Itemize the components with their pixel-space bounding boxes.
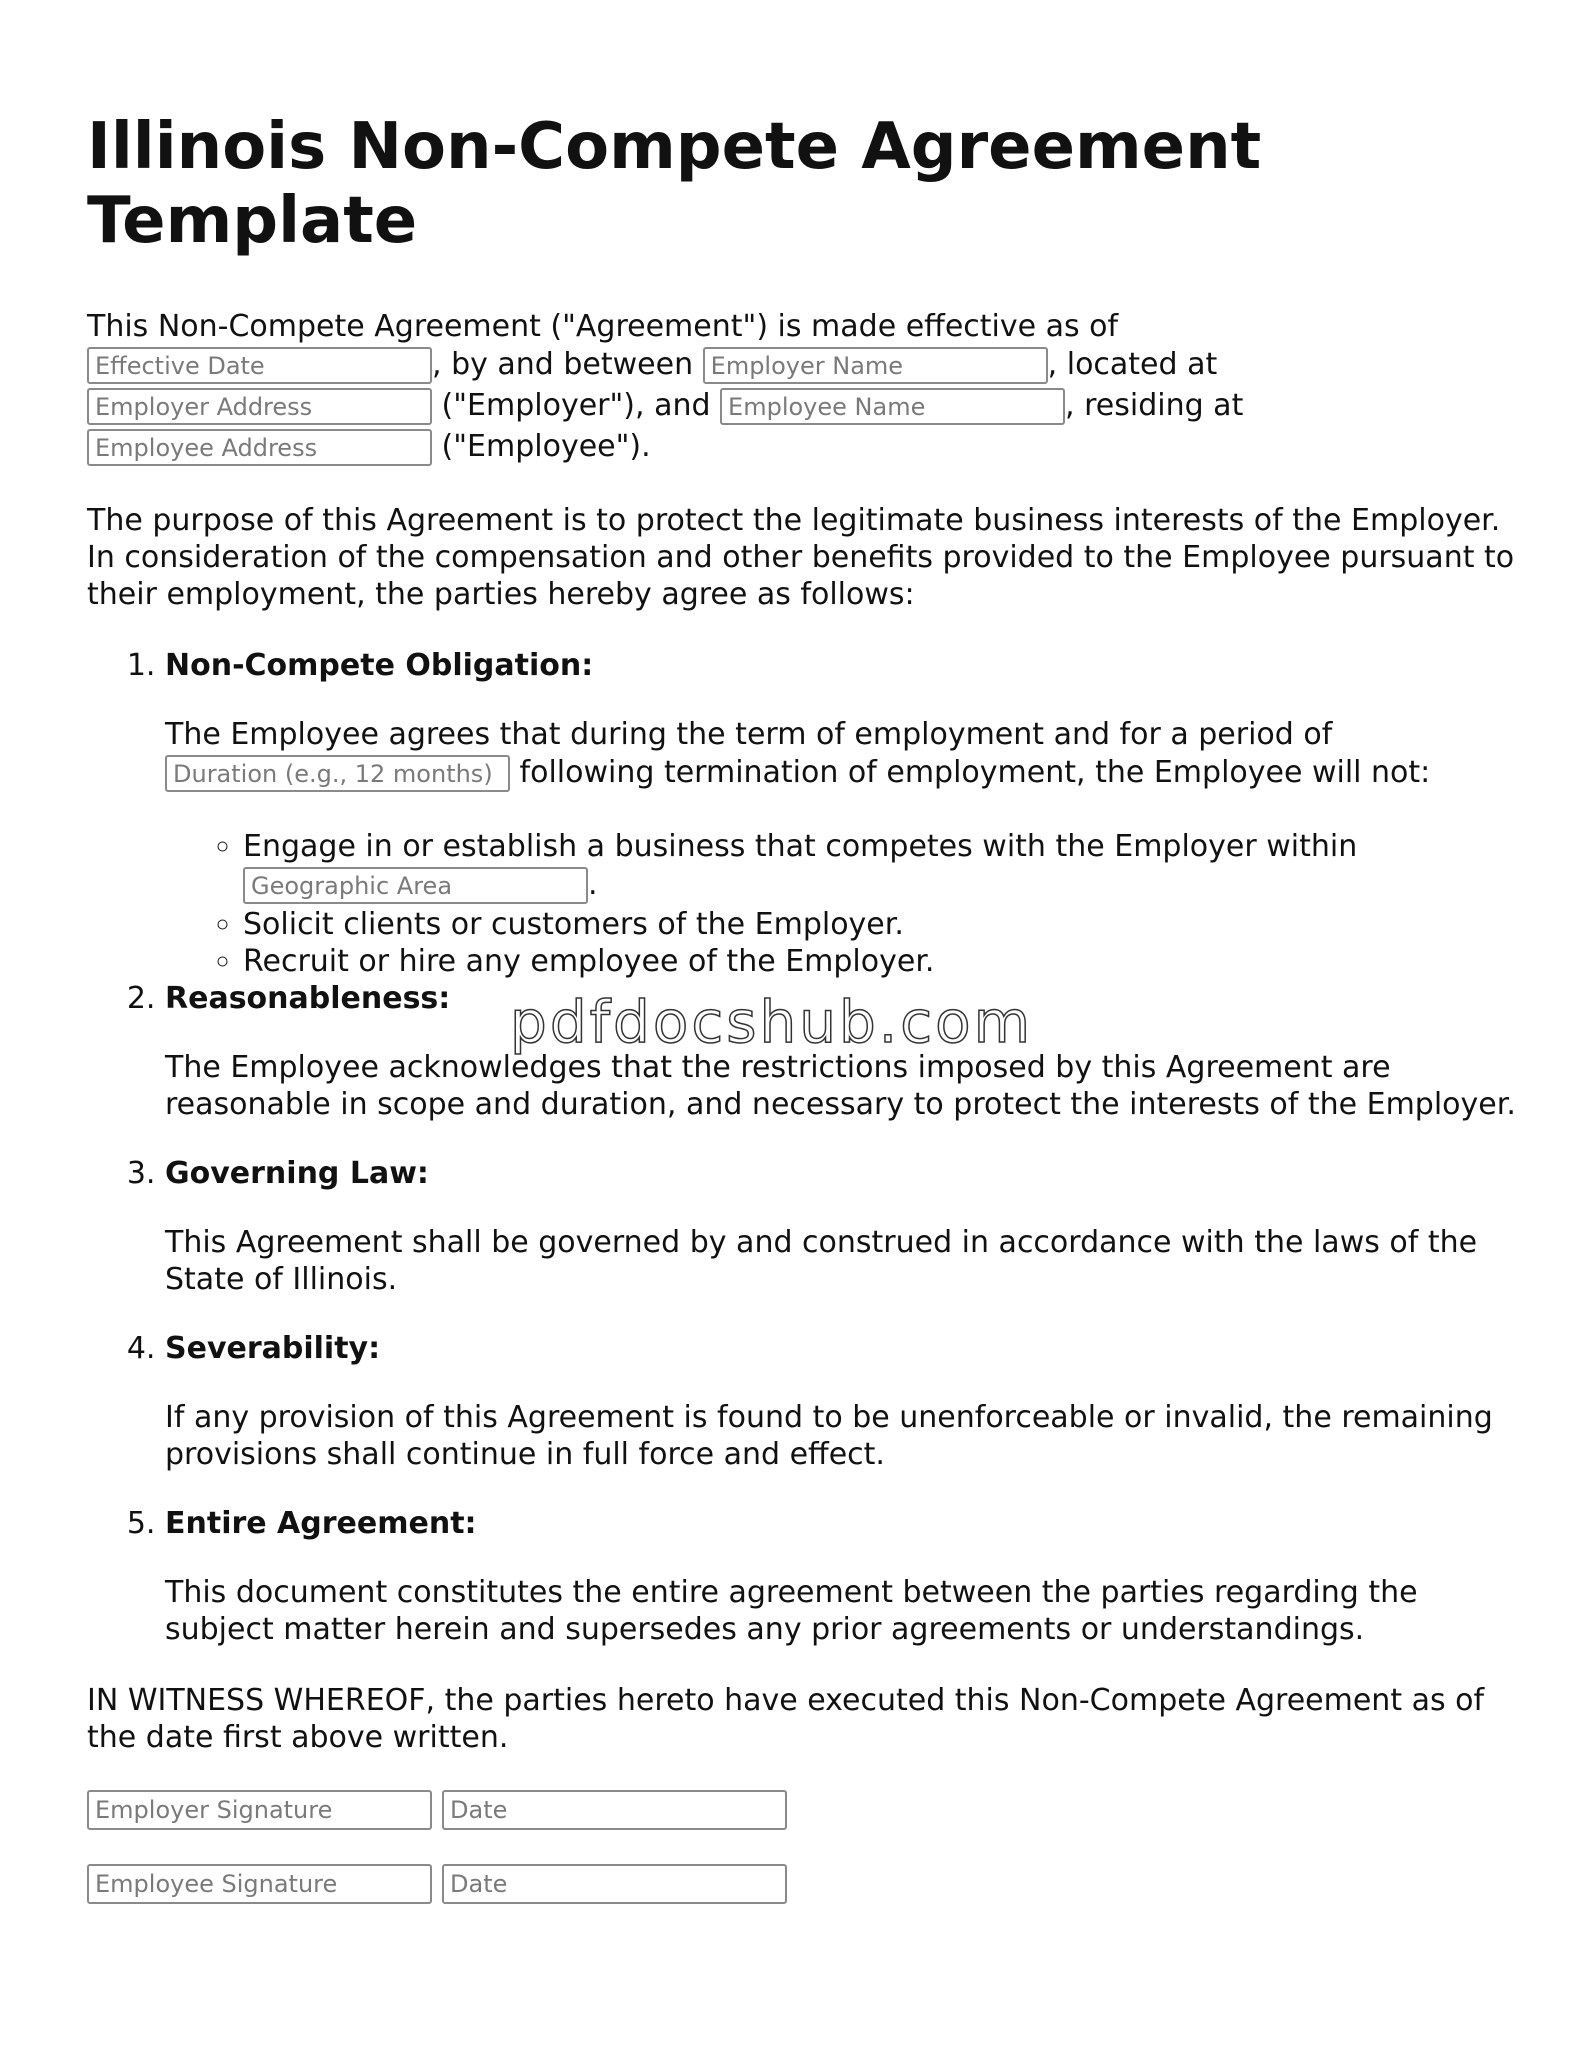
purpose-paragraph: The purpose of this Agreement is to protect the legitimate business interests of the Employer. In consideration of the compensation and other benefits provided to the Employee pursuant to their employment, the parties hereby agree as follows: [87, 503, 1515, 612]
employee-signature-row [87, 1864, 1517, 1904]
employee-signature-field[interactable] [87, 1864, 432, 1904]
section-severability [165, 1330, 1517, 1473]
geographic-area-field[interactable] [243, 867, 588, 904]
employee-address-field[interactable] [87, 429, 432, 466]
list-item [243, 828, 1517, 906]
intro-text-2: , by and between [432, 347, 703, 382]
employer-address-field[interactable] [87, 388, 432, 425]
employer-signature-field[interactable] [87, 1790, 432, 1830]
section-non-compete [165, 647, 1517, 980]
intro-text-4: ("Employer"), and [432, 388, 721, 423]
section-body: This Agreement shall be governed by and construed in accordance with the laws of the State of Illinois. [165, 1225, 1478, 1297]
section-entire-agreement [165, 1505, 1517, 1648]
document [87, 110, 1517, 1938]
employer-name-field[interactable] [703, 347, 1048, 384]
intro-text-1: This Non-Compete Agreement ("Agreement") is made effective as of [87, 309, 1119, 344]
intro-paragraph [87, 308, 1517, 468]
section-heading: 1. Non-Compete Obligation: [165, 648, 594, 683]
duration-field[interactable] [165, 755, 510, 792]
intro-text-3: , located at [1047, 347, 1218, 382]
agreement-sections [87, 647, 1517, 1648]
page-title: Illinois Non-Compete Agreement Template [87, 110, 1262, 258]
section-heading: 2. Reasonableness: [165, 981, 451, 1016]
section-heading: 3. Governing Law: [165, 1156, 429, 1191]
restriction-list [165, 828, 1517, 980]
restriction-1-end: . [588, 867, 598, 902]
witness-paragraph: IN WITNESS WHEREOF, the parties hereto have executed this Non-Compete Agreement as of the date first above written. [87, 1683, 1485, 1755]
effective-date-field[interactable] [87, 347, 432, 384]
intro-text-6: ("Employee"). [432, 429, 651, 464]
restriction-1-text: Engage in or establish a business that competes with the Employer within [243, 829, 1358, 864]
section-body: The Employee acknowledges that the restrictions imposed by this Agreement are reasonable in scope and duration, and necessary to protect the interests of the Employer. [165, 1050, 1516, 1122]
employee-name-field[interactable] [720, 388, 1065, 425]
non-compete-text-a: The Employee agrees that during the term of employment and for a period of [165, 717, 1333, 752]
watermark-text: pdfdocshub.com [510, 988, 1034, 1056]
section-body: If any provision of this Agreement is found to be unenforceable or invalid, the remaining provisions shall continue in full force and effect. [165, 1400, 1493, 1472]
section-heading: 5. Entire Agreement: [165, 1506, 477, 1541]
section-body [165, 716, 1517, 794]
section-governing-law [165, 1155, 1517, 1298]
employee-date-field[interactable] [442, 1864, 787, 1904]
intro-text-5: , residing at [1065, 388, 1244, 423]
section-reasonableness [165, 980, 1517, 1123]
list-item: ◦ Recruit or hire any employee of the Employer. [243, 943, 1517, 980]
section-heading: 4. Severability: [165, 1331, 381, 1366]
non-compete-text-b: following termination of employment, the Employee will not: [510, 755, 1431, 790]
employer-date-field[interactable] [442, 1790, 787, 1830]
list-item: ◦ Solicit clients or customers of the Employer. [243, 906, 1517, 943]
employer-signature-row [87, 1790, 1517, 1830]
section-body: This document constitutes the entire agreement between the parties regarding the subject matter herein and supersedes any prior agreements or understandings. [165, 1575, 1418, 1647]
